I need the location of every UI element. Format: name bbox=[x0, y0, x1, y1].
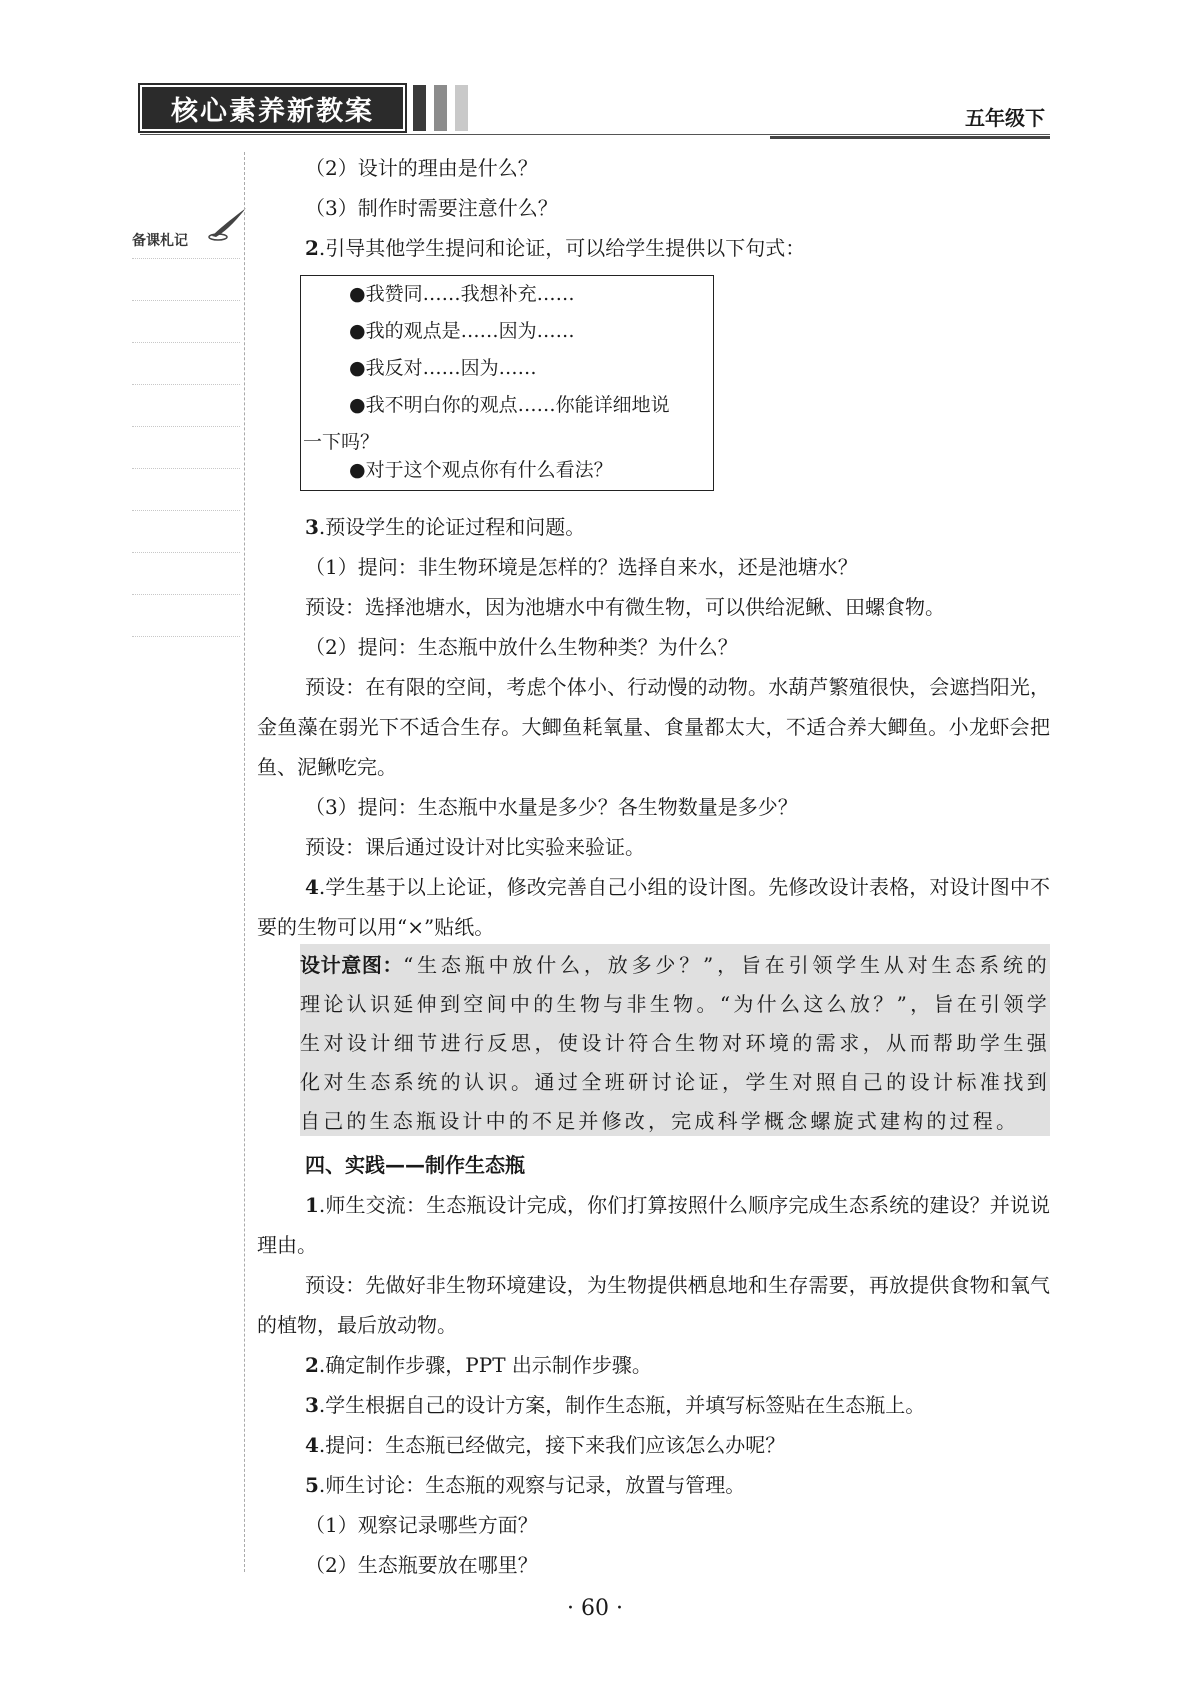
answer-1: 预设：选择池塘水，因为池塘水中有微生物，可以供给泥鳅、田螺食物。 bbox=[305, 595, 945, 619]
item-4: 4.学生基于以上论证，修改完善自己小组的设计图。先修改设计表格，对设计图中不要的生物可以用“×”贴纸。 bbox=[257, 875, 1050, 939]
ask-1: （1）提问：非生物环境是怎样的？选择自来水，还是池塘水？ bbox=[305, 555, 858, 579]
answer-2: 预设：在有限的空间，考虑个体小、行动慢的动物。水葫芦繁殖很快，会遮挡阳光，金鱼藻在弱光下不适合生存。大鲫鱼耗氧量、食量都太大，不适合养大鲫鱼。小龙虾会把鱼、泥鳅吃完。 bbox=[257, 675, 1050, 779]
ask-2: （2）提问：生态瓶中放什么生物种类？为什么？ bbox=[305, 635, 738, 659]
step-5: 5.师生讨论：生态瓶的观察与记录，放置与管理。 bbox=[305, 1473, 746, 1497]
grade-label: 五年级下 bbox=[965, 106, 1045, 130]
item-3: 3.预设学生的论证过程和问题。 bbox=[305, 515, 586, 539]
step-4: 4.提问：生态瓶已经做完，接下来我们应该怎么办呢？ bbox=[305, 1433, 786, 1457]
notes-lines bbox=[132, 258, 240, 678]
step-1: 1.师生交流：生态瓶设计完成，你们打算按照什么顺序完成生态系统的建设？并说说理由。 bbox=[257, 1193, 1050, 1257]
step-5-question-2: （2）生态瓶要放在哪里？ bbox=[305, 1553, 538, 1577]
column-separator bbox=[244, 152, 245, 1572]
pattern-4-cont: 一下吗？ bbox=[303, 431, 380, 453]
question-3: （3）制作时需要注意什么？ bbox=[305, 196, 558, 220]
pattern-5: ●对于这个观点你有什么看法？ bbox=[349, 459, 613, 481]
item-2: 2.引导其他学生提问和论证，可以给学生提供以下句式： bbox=[305, 236, 806, 260]
quill-pen-icon bbox=[208, 206, 248, 242]
ask-3: （3）提问：生态瓶中水量是多少？各生物数量是多少？ bbox=[305, 795, 798, 819]
step-1-answer: 预设：先做好非生物环境建设，为生物提供栖息地和生存需要，再放提供食物和氧气的植物，最后放动物。 bbox=[257, 1273, 1050, 1337]
step-2: 2.确定制作步骤，PPT 出示制作步骤。 bbox=[305, 1353, 652, 1377]
design-intent-label: 设计意图： bbox=[300, 953, 404, 977]
answer-3: 预设：课后通过设计对比实验来验证。 bbox=[305, 835, 645, 859]
decor-bar bbox=[455, 85, 468, 131]
pattern-2: ●我的观点是……因为…… bbox=[349, 320, 575, 342]
step-5-question-1: （1）观察记录哪些方面？ bbox=[305, 1513, 538, 1537]
pattern-3: ●我反对……因为…… bbox=[349, 357, 537, 379]
step-3: 3.学生根据自己的设计方案，制作生态瓶，并填写标签贴在生态瓶上。 bbox=[305, 1393, 926, 1417]
design-intent-block bbox=[300, 944, 1050, 1136]
notes-label: 备课札记 bbox=[132, 233, 188, 249]
section-heading: 四、实践——制作生态瓶 bbox=[305, 1153, 525, 1177]
header-divider-accent bbox=[770, 136, 1050, 139]
page-number: · 60 · bbox=[567, 1596, 623, 1621]
question-2: （2）设计的理由是什么？ bbox=[305, 156, 538, 180]
pattern-1: ●我赞同……我想补充…… bbox=[349, 283, 575, 305]
decor-bar bbox=[434, 85, 447, 131]
sentence-pattern-box bbox=[300, 275, 714, 491]
header-divider bbox=[140, 134, 1050, 135]
decor-bar bbox=[413, 85, 426, 131]
design-intent-text: 设计意图：“生态瓶中放什么，放多少？”，旨在引领学生从对生态系统的理论认识延伸到空间中的生物与非生物。“为什么这么放？”，旨在引领学生对设计细节进行反思，使设计符合生物对环境的需求，从而帮助学生强化对生态系统的认识。通过全班研讨论证，学生对照自己的设计标准找到自己的生态瓶设计中的不足并修改，完成科学概念螺旋式建构的过程。 bbox=[300, 953, 1050, 1133]
brand-title: 核心素养新教案 bbox=[171, 95, 374, 127]
brand-banner bbox=[140, 85, 405, 131]
pattern-4: ●我不明白你的观点……你能详细地说 bbox=[349, 394, 670, 416]
